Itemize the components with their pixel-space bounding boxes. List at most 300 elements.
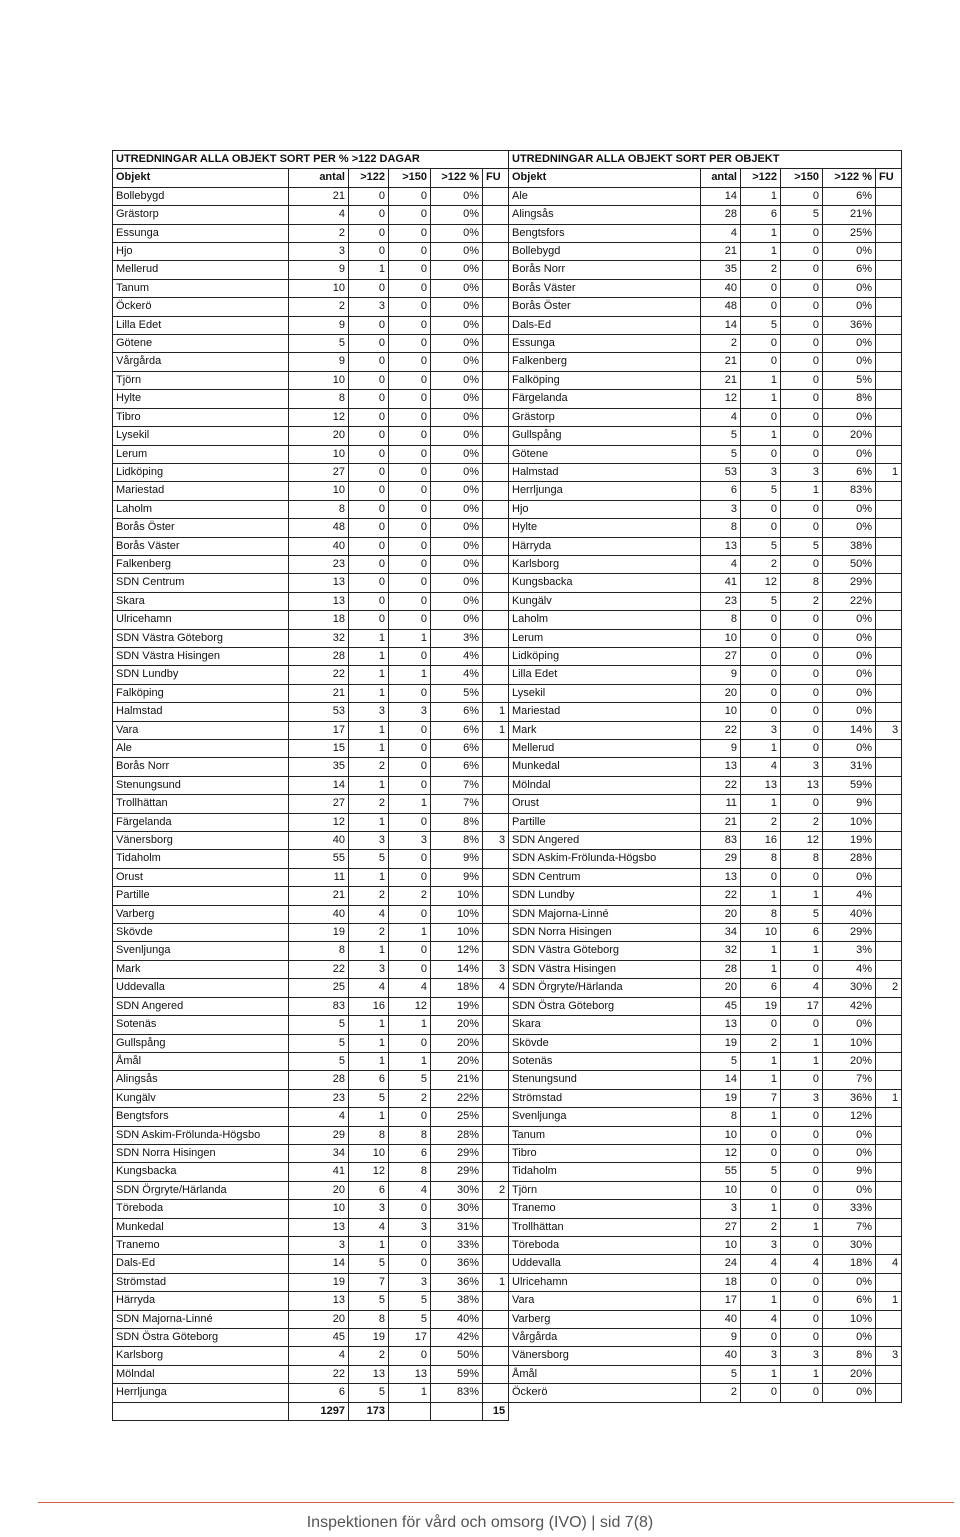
table-cell: 17 [701,1292,741,1310]
table-cell [483,1236,509,1254]
table-cell: 28 [701,206,741,224]
table-cell: 4 [701,555,741,573]
table-cell: 20% [823,1365,876,1383]
table-cell: 27 [289,463,349,481]
table-cell: 5 [781,537,823,555]
table-cell: 41 [701,574,741,592]
row-label: Stenungsund [509,1071,701,1089]
table-cell: 0% [431,316,483,334]
table-row [509,261,902,279]
row-label: Tidaholm [113,850,289,868]
table-cell [483,1255,509,1273]
table-row [113,813,509,831]
table-cell: 6 [701,482,741,500]
table-row [113,1071,509,1089]
table-cell: 2 [701,1384,741,1402]
table-cell: 29 [701,850,741,868]
row-label: Mariestad [509,703,701,721]
table-cell: 0 [781,519,823,537]
table-cell: 40 [701,1310,741,1328]
table-cell [876,1126,902,1144]
table-row [509,353,902,371]
table-row [509,1034,902,1052]
table-cell [483,611,509,629]
table-cell [483,629,509,647]
table-cell: 83 [701,832,741,850]
row-label: Åmål [113,1052,289,1070]
row-label: Ulricehamn [509,1273,701,1291]
table-row [113,463,509,481]
table-cell: 0% [823,445,876,463]
table-cell [876,740,902,758]
row-label: Trollhättan [509,1218,701,1236]
table-cell: 21 [701,371,741,389]
table-cell: 21% [823,206,876,224]
table-cell: 5 [701,1052,741,1070]
table-cell: 0 [349,611,389,629]
table-cell: 0% [431,445,483,463]
table-row [113,390,509,408]
table-cell: 0 [741,1181,781,1199]
row-label: Vara [113,721,289,739]
table-cell: 4 [483,979,509,997]
total-cell [113,1402,289,1420]
table-cell: 12% [431,942,483,960]
table-cell: 1 [741,224,781,242]
table-cell: 6% [431,740,483,758]
table-cell: 3 [781,463,823,481]
table-cell: 8 [741,905,781,923]
row-label: Bollebygd [509,243,701,261]
table-cell: 0 [389,960,431,978]
row-label: Gullspång [113,1034,289,1052]
table-cell: 55 [701,1163,741,1181]
table-cell: 0% [431,335,483,353]
table-cell [876,1071,902,1089]
table-cell: 3 [741,463,781,481]
table-cell: 83% [823,482,876,500]
table-row [113,500,509,518]
table-cell: 0 [389,1255,431,1273]
row-label: Mellerud [509,740,701,758]
table-cell: 27 [701,647,741,665]
table-cell: 1 [741,371,781,389]
table-row [113,629,509,647]
table-cell: 6 [741,206,781,224]
row-label: Alingsås [113,1071,289,1089]
table-cell: 2 [349,1347,389,1365]
table-cell: 3 [349,1200,389,1218]
table-cell: 6% [431,758,483,776]
table-cell: 5 [349,1089,389,1107]
table-cell [483,537,509,555]
table-cell [483,740,509,758]
table-cell: 10% [823,813,876,831]
table-cell: 0 [389,1347,431,1365]
table-row [509,979,902,997]
table-cell [483,1347,509,1365]
table-cell: 0 [389,758,431,776]
row-label: Vänersborg [113,832,289,850]
table-cell: 14 [701,316,741,334]
table-cell: 8% [823,1347,876,1365]
table-cell: 1 [741,887,781,905]
table-cell: 9% [823,795,876,813]
table-cell: 1 [781,482,823,500]
table-cell: 19 [289,924,349,942]
column-header: >150 [389,169,431,187]
table-cell [876,887,902,905]
row-label: Laholm [113,500,289,518]
table-cell: 25% [823,224,876,242]
table-cell: 20 [289,427,349,445]
table-row [113,666,509,684]
row-label: SDN Lundby [509,887,701,905]
row-label: Hylte [113,390,289,408]
row-label: Bollebygd [113,187,289,205]
table-cell: 0 [781,1163,823,1181]
table-cell: 6 [349,1181,389,1199]
table-cell: 0 [389,261,431,279]
table-cell: 29% [431,1144,483,1162]
table-cell: 3 [876,1347,902,1365]
table-cell: 3 [781,1089,823,1107]
table-cell: 0 [741,519,781,537]
row-label: Skara [113,592,289,610]
table-cell: 3 [781,758,823,776]
table-cell: 2 [289,298,349,316]
table-cell [483,1329,509,1347]
table-row [509,1181,902,1199]
table-cell: 0 [781,555,823,573]
row-label: Borås Öster [113,519,289,537]
table-cell [876,279,902,297]
table-cell: 12 [289,408,349,426]
table-cell: 1 [349,261,389,279]
row-label: Dals-Ed [509,316,701,334]
total-cell: 1297 [289,1402,349,1420]
table-cell: 1 [741,427,781,445]
table-cell: 0% [431,353,483,371]
row-label: Skövde [509,1034,701,1052]
table-cell: 3 [289,243,349,261]
table-cell: 48 [701,298,741,316]
row-label: Munkedal [113,1218,289,1236]
row-label: Tanum [509,1126,701,1144]
table-cell: 0 [741,1329,781,1347]
table-cell: 0 [781,960,823,978]
table-cell [483,1310,509,1328]
table-cell: 1 [741,187,781,205]
table-cell [876,482,902,500]
table-cell: 0% [823,666,876,684]
column-header: >122 % [823,169,876,187]
table-row [113,1273,509,1291]
table-row [113,1052,509,1070]
table-cell: 0% [823,684,876,702]
table-row [509,1052,902,1070]
table-cell: 27 [701,1218,741,1236]
table-cell [876,997,902,1015]
table-cell: 1 [349,684,389,702]
table-cell [876,868,902,886]
table-cell: 0 [349,463,389,481]
table-cell: 9 [289,261,349,279]
table-cell: 22% [823,592,876,610]
table-cell [483,1034,509,1052]
table-cell: 11 [701,795,741,813]
table-cell: 0 [389,942,431,960]
row-label: Vara [509,1292,701,1310]
table-row [113,555,509,573]
table-cell: 6% [823,187,876,205]
table-cell: 42% [823,997,876,1015]
table-cell: 21 [701,353,741,371]
table-cell: 0 [389,1200,431,1218]
row-label: Kungälv [113,1089,289,1107]
row-label: Borås Norr [113,758,289,776]
table-cell: 24 [701,1255,741,1273]
table-cell [876,832,902,850]
table-row [509,647,902,665]
table-cell: 0 [349,574,389,592]
table-row [509,1310,902,1328]
table-cell: 10% [823,1310,876,1328]
table-cell: 9 [289,316,349,334]
table-cell: 10 [741,924,781,942]
table-cell: 1 [349,721,389,739]
table-row [113,1163,509,1181]
table-row [509,537,902,555]
table-cell: 6 [289,1384,349,1402]
table-cell [876,1236,902,1254]
table-cell: 20 [701,905,741,923]
table-cell: 1 [781,887,823,905]
table-row [113,721,509,739]
row-label: Töreboda [509,1236,701,1254]
table-cell: 16 [741,832,781,850]
table-cell: 2 [741,813,781,831]
column-header: >122 % [431,169,483,187]
table-cell: 0 [781,1292,823,1310]
table-cell: 1 [741,1292,781,1310]
table-cell [876,629,902,647]
table-cell [483,555,509,573]
table-cell: 5 [701,427,741,445]
table-cell: 0% [431,298,483,316]
table-cell: 0% [823,408,876,426]
table-row [113,1181,509,1199]
row-label: Ale [113,740,289,758]
table-cell: 1 [483,1273,509,1291]
table-row [113,206,509,224]
table-cell: 13 [289,592,349,610]
table-cell: 0 [741,703,781,721]
table-row [509,1255,902,1273]
table-cell: 0% [823,1181,876,1199]
table-cell [483,758,509,776]
table-row [113,740,509,758]
table-cell: 0 [781,298,823,316]
row-label: Borås Väster [113,537,289,555]
table-cell: 40 [701,1347,741,1365]
table-cell: 0 [389,298,431,316]
table-cell: 0% [823,279,876,297]
table-cell: 53 [701,463,741,481]
table-cell: 0 [349,353,389,371]
table-cell: 83 [289,997,349,1015]
table-cell: 13 [349,1365,389,1383]
table-cell: 32 [701,942,741,960]
row-label: SDN Centrum [113,574,289,592]
row-label: Halmstad [509,463,701,481]
row-label: Trollhättan [113,795,289,813]
table-cell: 7% [431,795,483,813]
table-row [509,206,902,224]
row-label: Borås Norr [509,261,701,279]
table-cell: 0 [389,611,431,629]
table-cell: 14% [431,960,483,978]
table-row [113,519,509,537]
table-cell [483,463,509,481]
table-cell: 8 [389,1126,431,1144]
table-cell: 20% [431,1016,483,1034]
table-cell: 7 [741,1089,781,1107]
table-row [509,832,902,850]
table-cell: 18% [431,979,483,997]
table-cell: 0% [431,243,483,261]
table-cell: 13 [289,1218,349,1236]
table-cell [876,519,902,537]
table-cell: 2 [741,555,781,573]
table-row [113,1365,509,1383]
table-cell: 0 [389,684,431,702]
table-cell: 0% [823,500,876,518]
table-cell [483,279,509,297]
table-cell [876,960,902,978]
table-cell: 0 [741,1384,781,1402]
table-cell: 0 [389,353,431,371]
table-row [509,408,902,426]
table-row [509,1126,902,1144]
table-cell: 6 [389,1144,431,1162]
table-cell: 0 [349,371,389,389]
table-cell: 20 [701,684,741,702]
row-label: SDN Västra Hisingen [113,647,289,665]
row-label: Varberg [509,1310,701,1328]
table-cell [876,1273,902,1291]
table-cell [876,335,902,353]
table-cell: 0% [431,390,483,408]
table-cell [483,445,509,463]
table-cell: 0 [349,335,389,353]
table-cell [483,647,509,665]
column-header: antal [701,169,741,187]
table-row [509,960,902,978]
table-cell: 5 [389,1310,431,1328]
table-cell: 13 [741,776,781,794]
table-cell: 0 [781,1310,823,1328]
row-label: Lidköping [113,463,289,481]
table-cell: 0 [741,445,781,463]
table-cell [876,666,902,684]
table-cell: 0 [741,1273,781,1291]
table-cell: 0% [431,371,483,389]
table-cell: 0 [781,1200,823,1218]
table-cell [876,1384,902,1402]
table-cell: 0 [389,371,431,389]
table-cell: 8 [289,500,349,518]
table-cell: 4 [349,979,389,997]
total-cell: 15 [483,1402,509,1420]
table-cell: 6% [431,721,483,739]
table-cell [483,592,509,610]
table-cell: 0 [781,703,823,721]
table-row [113,868,509,886]
table-cell: 11 [289,868,349,886]
table-cell: 1 [741,740,781,758]
table-cell [876,795,902,813]
row-label: Tjörn [113,371,289,389]
table-cell [876,1108,902,1126]
table-row [113,187,509,205]
table-cell [876,445,902,463]
total-cell: 173 [349,1402,389,1420]
table-cell: 1 [781,942,823,960]
table-cell: 0 [781,1273,823,1291]
row-label: SDN Västra Göteborg [113,629,289,647]
row-label: Vårgårda [509,1329,701,1347]
table-cell [483,1365,509,1383]
table-cell: 3 [349,832,389,850]
left-table [112,150,509,1421]
column-header: Objekt [509,169,701,187]
table-row [509,740,902,758]
table-cell: 5 [289,1052,349,1070]
table-cell: 21 [289,187,349,205]
table-cell: 0 [389,574,431,592]
table-cell [483,187,509,205]
table-cell: 2 [349,758,389,776]
table-cell: 1 [349,868,389,886]
row-label: Skara [509,1016,701,1034]
table-row [509,574,902,592]
table-cell: 0 [781,390,823,408]
table-cell: 0 [389,721,431,739]
table-cell: 0% [823,1273,876,1291]
row-label: Hylte [509,519,701,537]
table-cell: 0 [781,629,823,647]
table-row [509,1329,902,1347]
column-header: antal [289,169,349,187]
table-cell: 18 [701,1273,741,1291]
table-cell [876,298,902,316]
table-cell: 10% [431,924,483,942]
table-cell [876,850,902,868]
row-label: Kungälv [509,592,701,610]
table-cell: 0 [781,445,823,463]
table-row [509,519,902,537]
table-cell [876,684,902,702]
table-cell [876,905,902,923]
table-row [113,942,509,960]
table-cell: 0% [823,703,876,721]
table-cell: 0% [823,1329,876,1347]
table-row [509,187,902,205]
table-cell: 5 [389,1071,431,1089]
table-row [113,684,509,702]
table-cell: 10 [701,1126,741,1144]
